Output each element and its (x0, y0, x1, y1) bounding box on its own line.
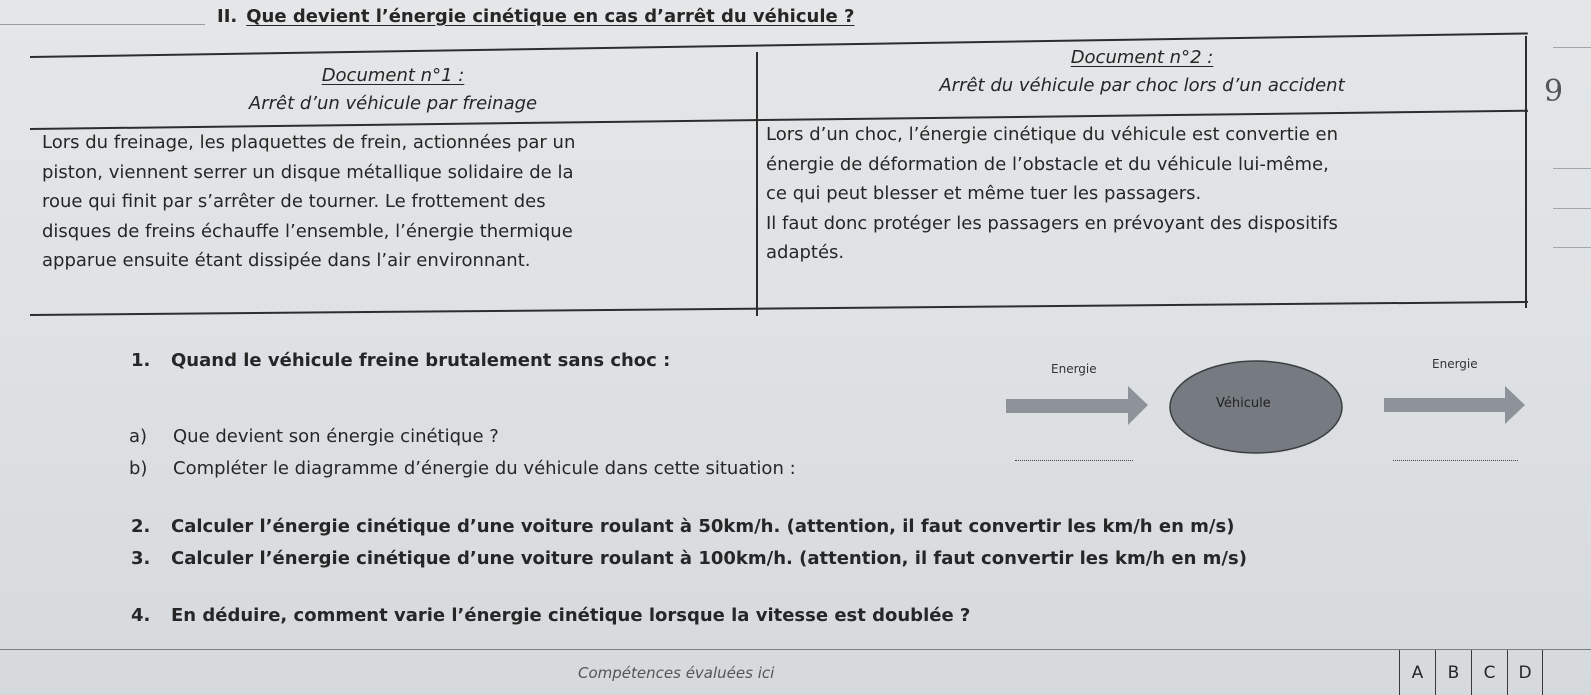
grade-b-box[interactable]: B (1435, 650, 1471, 695)
question-text: Quand le véhicule freine brutalement sans choc : (171, 350, 671, 371)
grade-d-box[interactable]: D (1507, 650, 1543, 695)
question-4 (131, 605, 970, 626)
document-2-line: adaptés. (766, 242, 845, 263)
output-energy-arrow[interactable] (1384, 386, 1525, 424)
question-number: 3. (131, 548, 151, 569)
document-2-label: Document n°2 : (1070, 47, 1214, 68)
document-2-line: Il faut donc protéger les passagers en prévoyant des dispositifs (766, 212, 1338, 234)
document-1-line: roue qui finit par s’arrêter de tourner. Le frottement des (42, 191, 546, 212)
handwritten-mark: 9 (1544, 74, 1564, 109)
document-1-line: piston, viennent serrer un disque métallique solidaire de la (42, 161, 574, 183)
document-1-line: Lors du freinage, les plaquettes de frein, actionnées par un (42, 132, 576, 153)
sub-question-text: Que devient son énergie cinétique ? (173, 426, 499, 447)
document-1-line: disques de freins échauffe l’ensemble, l’énergie thermique (42, 220, 573, 242)
sub-question-number: b) (129, 458, 148, 479)
document-2-line: énergie de déformation de l’obstacle et du véhicule lui-même, (766, 153, 1329, 175)
input-energy-arrow[interactable] (1006, 386, 1148, 425)
diagram-input-label: Energie (1051, 362, 1097, 376)
question-text: En déduire, comment varie l’énergie cinétique lorsque la vitesse est doublée ? (171, 605, 971, 626)
footer-rule (0, 649, 1591, 650)
question-number: 2. (131, 516, 151, 537)
document-1-title: Arrêt d’un véhicule par freinage (248, 93, 538, 114)
document-1-line: apparue ensuite étant dissipée dans l’air environnant. (42, 250, 531, 271)
grade-boxes (1399, 650, 1543, 695)
question-2 (131, 516, 1234, 537)
question-number: 1. (131, 350, 151, 371)
question-text: Calculer l’énergie cinétique d’une voiture roulant à 100km/h. (attention, il faut convertir les km/h en m/s) (171, 548, 1247, 569)
question-text: Calculer l’énergie cinétique d’une voiture roulant à 50km/h. (attention, il faut convertir les km/h en m/s) (171, 516, 1235, 537)
grade-a-box[interactable]: A (1399, 650, 1435, 695)
sub-question-number: a) (129, 426, 148, 447)
sub-question-text: Compléter le diagramme d’énergie du véhicule dans cette situation : (173, 458, 796, 479)
section-number: II. (217, 6, 238, 27)
document-2-line: ce qui peut blesser et même tuer les passagers. (766, 183, 1202, 204)
grade-c-box[interactable]: C (1471, 650, 1507, 695)
document-2-title: Arrêt du véhicule par choc lors d’un accident (939, 75, 1345, 96)
section-title: Que devient l’énergie cinétique en cas d’arrêt du véhicule ? (246, 6, 855, 27)
document-1-label: Document n°1 : (321, 65, 465, 86)
document-2-line: Lors d’un choc, l’énergie cinétique du véhicule est convertie en (766, 124, 1339, 145)
question-3 (131, 548, 1247, 569)
skills-label: Compétences évaluées ici (578, 664, 775, 682)
question-number: 4. (131, 605, 151, 626)
vehicle-label: Véhicule (1216, 396, 1271, 411)
diagram-output-label: Energie (1432, 357, 1478, 371)
